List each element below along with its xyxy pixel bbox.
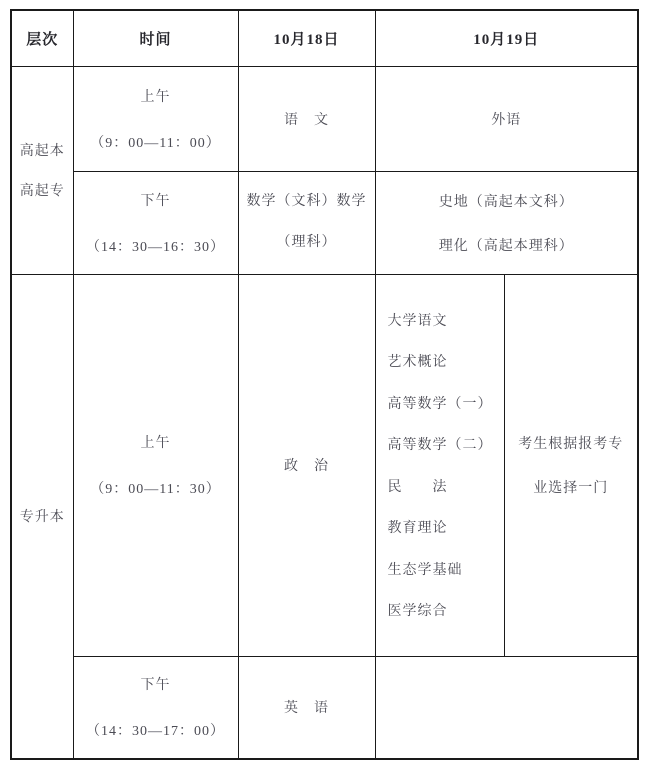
- header-cell-oct18: 10月18日: [238, 10, 375, 66]
- time-range-label: （9：00—11：00）: [90, 135, 221, 151]
- cell-oct18-gaoqi-afternoon: 数学（文科）数学（理科）: [238, 171, 375, 274]
- row-zsb-morning: [11, 274, 638, 656]
- time-period-label: 上午: [140, 89, 171, 105]
- time-range-label: （14：30—16：30）: [86, 239, 225, 255]
- cell-time-zsb-morning: [73, 274, 238, 656]
- note-line: 业选择一门: [533, 481, 609, 496]
- header-cell-time: 时间: [73, 10, 238, 66]
- subject-list: [376, 292, 504, 638]
- time-period-label: 上午: [140, 436, 171, 451]
- time-period-label: 下午: [140, 193, 171, 209]
- cell-level-zsb: 专升本: [11, 274, 73, 759]
- subject-shidi-label: 史地（高起本文科）: [438, 194, 574, 210]
- subject-item: 大学语文: [387, 314, 448, 329]
- row-zsb-afternoon: [11, 656, 638, 759]
- cell-time-zsb-afternoon: [73, 656, 238, 759]
- cell-time-gaoqi-morning: [73, 66, 238, 171]
- cell-oct19-zsb-note: [504, 274, 638, 656]
- cell-level-gaoqi: [11, 66, 73, 274]
- time-period-label: 下午: [140, 678, 171, 694]
- row-gaoqi-afternoon: [11, 171, 638, 274]
- cell-oct18-zsb-morning: 政 治: [238, 274, 375, 656]
- cell-oct19-zsb-subjects: [375, 274, 504, 656]
- subject-item: 艺术概论: [387, 355, 448, 371]
- subject-lihua-label: 理化（高起本理科）: [438, 238, 574, 254]
- note-line: 考生根据报考专: [518, 437, 624, 452]
- cell-oct18-gaoqi-morning: 语 文: [238, 66, 375, 171]
- time-range-label: （9：00—11：30）: [90, 482, 221, 497]
- time-range-label: （14：30—17：00）: [86, 724, 225, 740]
- header-cell-level: 层次: [11, 10, 73, 66]
- subject-item: 教育理论: [387, 521, 448, 537]
- level-gaoqizhuan-label: 高起专: [19, 184, 65, 199]
- subject-item: 医学综合: [387, 603, 448, 619]
- cell-oct18-zsb-afternoon: 英 语: [238, 656, 375, 759]
- cell-oct19-gaoqi-morning: 外语: [375, 66, 638, 171]
- cell-oct19-zsb-afternoon-empty: [375, 656, 638, 759]
- header-row: [11, 10, 638, 66]
- subject-item: 生态学基础: [387, 562, 463, 578]
- cell-time-gaoqi-afternoon: [73, 171, 238, 274]
- header-cell-oct19: 10月19日: [375, 10, 638, 66]
- subject-item: 民 法: [387, 479, 448, 495]
- subject-item: 高等数学（二）: [387, 438, 493, 454]
- level-gaoqiben-label: 高起本: [19, 144, 65, 159]
- cell-oct19-gaoqi-afternoon: [375, 171, 638, 274]
- exam-schedule-table: [10, 9, 639, 760]
- row-gaoqi-morning: [11, 66, 638, 171]
- subject-item: 高等数学（一）: [387, 396, 493, 412]
